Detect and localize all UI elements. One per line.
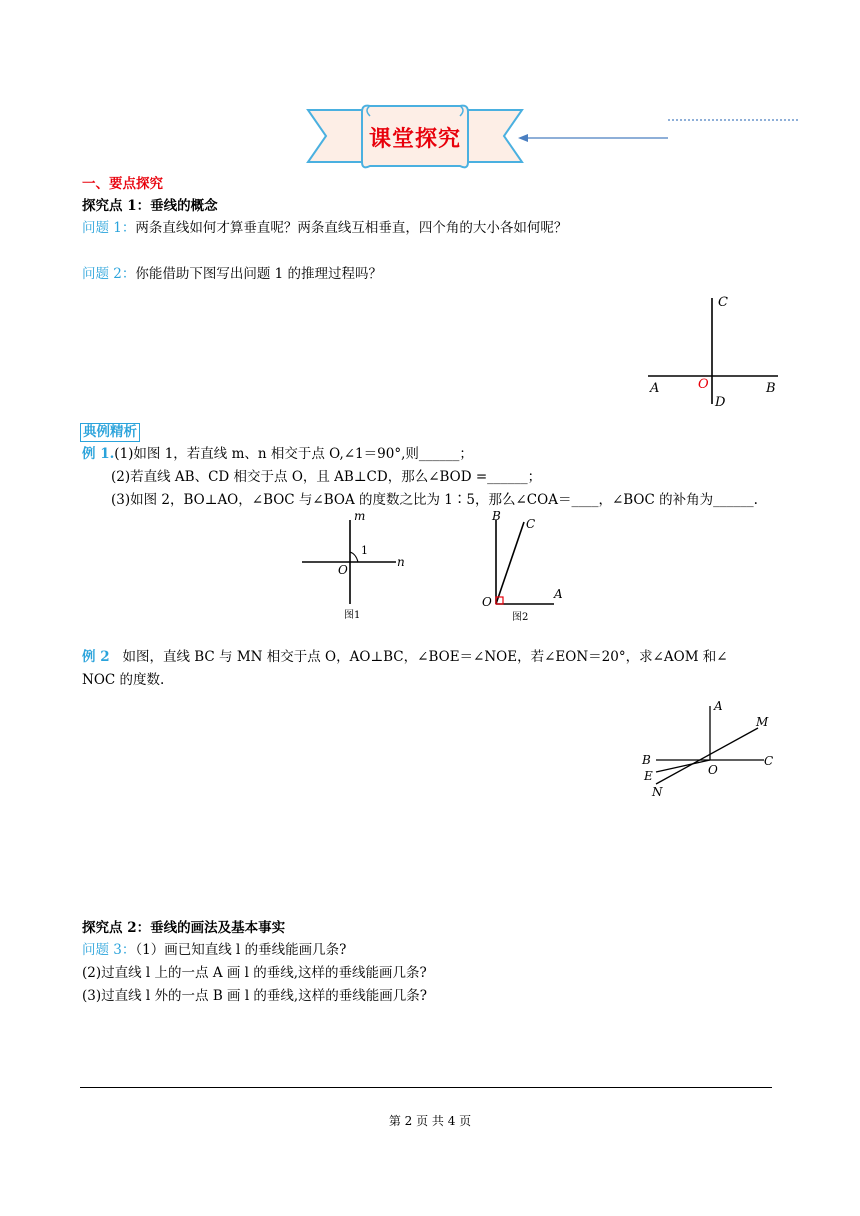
question-3-label: 问题 3： xyxy=(82,942,136,958)
example-1-label: 例 1. xyxy=(82,446,115,462)
example-2-label: 例 2 xyxy=(82,649,110,665)
fig3-label-O: O xyxy=(708,763,718,777)
fig2-label-A: A xyxy=(554,587,563,601)
example-2-line-1-text: 如图，直线 BC 与 MN 相交于点 O，AO⊥BC，∠BOE＝∠NOE，若∠EON＝20°，求∠AOM 和∠ xyxy=(122,649,728,665)
question-2 xyxy=(82,264,382,284)
section-banner xyxy=(300,100,530,172)
example-2-line-1 xyxy=(82,647,728,667)
question-2-text: 你能借助下图写出问题 1 的推理过程吗？ xyxy=(135,266,383,282)
banner-arrow xyxy=(516,112,806,152)
example-2-line-2: NOC 的度数. xyxy=(82,672,165,688)
question-1-label: 问题 1： xyxy=(82,220,136,236)
fig1-caption: 图1 xyxy=(344,610,361,621)
fig3-label-C: C xyxy=(764,754,774,768)
banner-title: 课堂探究 xyxy=(368,126,461,152)
figure-1 xyxy=(296,508,416,624)
example-1-part-1 xyxy=(82,444,473,464)
figure-3 xyxy=(636,696,786,800)
point2-title: 探究点 2：垂线的画法及基本事实 xyxy=(82,920,286,936)
fig1-label-O: O xyxy=(338,563,348,577)
fig2-label-C: C xyxy=(526,517,536,531)
fig3-label-A: A xyxy=(714,699,723,713)
examples-box-label: 典例精析 xyxy=(80,423,140,442)
perpendicular-figure xyxy=(640,290,790,410)
question-1 xyxy=(82,218,567,238)
question-1-text: 两条直线如何才算垂直呢？两条直线互相垂直，四个角的大小各如何呢？ xyxy=(135,220,568,236)
section-heading: 一、要点探究 xyxy=(82,176,163,192)
fig3-label-B: B xyxy=(642,753,651,767)
example-1-part-3: (3)如图 2，BO⊥AO，∠BOC 与∠BOA 的度数之比为 1∶5，那么∠COA＝____，∠BOC 的补角为______. xyxy=(111,492,758,508)
label-C: C xyxy=(718,295,728,310)
question-3 xyxy=(82,940,346,960)
example-1-part-2: (2)若直线 AB、CD 相交于点 O，且 AB⊥CD，那么∠BOD =______； xyxy=(111,469,542,485)
fig3-label-M: M xyxy=(756,715,769,729)
page-number: 第 2 页 共 4 页 xyxy=(388,1114,472,1128)
label-O: O xyxy=(698,377,709,392)
example-1-part-1-text: (1)如图 1，若直线 m、n 相交于点 O,∠1＝90°,则______； xyxy=(114,446,473,462)
fig2-label-O: O xyxy=(482,595,492,609)
label-B: B xyxy=(766,381,776,396)
fig3-label-E: E xyxy=(644,769,653,783)
question-3-part-2: (2)过直线 l 上的一点 A 画 l 的垂线,这样的垂线能画几条? xyxy=(82,965,427,981)
question-3-part-1: （1）画已知直线 l 的垂线能画几条? xyxy=(135,942,347,958)
label-D: D xyxy=(715,395,726,410)
fig2-label-B: B xyxy=(492,509,501,523)
footer-divider xyxy=(80,1087,772,1088)
figure-2 xyxy=(476,508,576,626)
fig1-angle-1: 1 xyxy=(361,544,368,557)
fig1-label-m: m xyxy=(354,509,366,523)
fig3-label-N: N xyxy=(652,785,663,799)
question-2-label: 问题 2： xyxy=(82,266,136,282)
question-3-part-3: (3)过直线 l 外的一点 B 画 l 的垂线,这样的垂线能画几条? xyxy=(82,988,427,1004)
label-A: A xyxy=(650,381,660,396)
fig2-caption: 图2 xyxy=(512,612,529,623)
point1-title: 探究点 1：垂线的概念 xyxy=(82,198,218,214)
fig1-label-n: n xyxy=(397,555,405,569)
